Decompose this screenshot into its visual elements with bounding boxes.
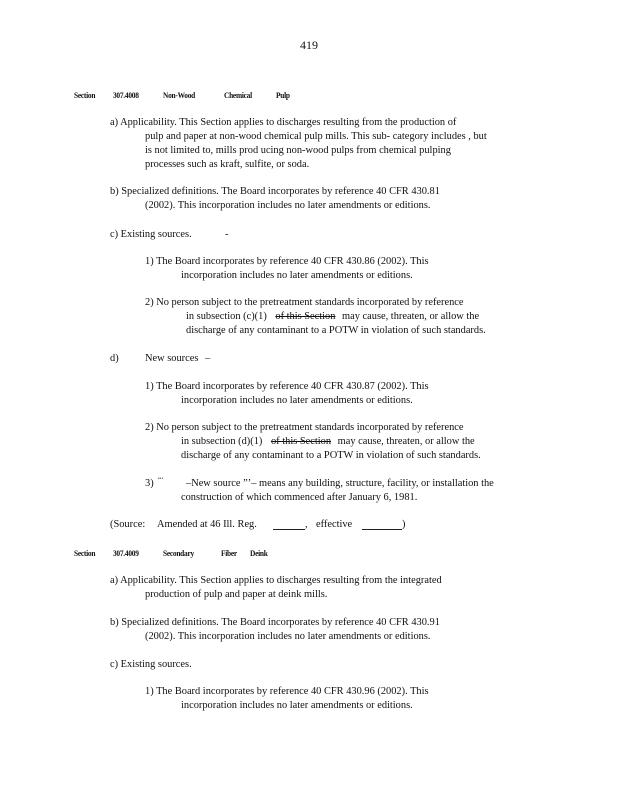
text-line: (2002). This incorporation includes no later amendments or editions. bbox=[145, 200, 431, 211]
text-line-with-strike bbox=[181, 436, 475, 447]
section-label: Section bbox=[74, 548, 96, 558]
item-number: 3) bbox=[145, 478, 154, 489]
subsection-label: d) bbox=[110, 353, 119, 364]
text-fragment: in subsection (d)(1) bbox=[181, 436, 263, 447]
text-line: b) Specialized definitions. The Board incorporates by reference 40 CFR 430.91 bbox=[110, 617, 440, 628]
subsection-label: c) Existing sources. bbox=[110, 229, 192, 240]
source-label: (Source: bbox=[110, 519, 146, 530]
source-close: ) bbox=[402, 519, 406, 530]
text-line: a) Applicability. This Section applies to discharges resulting from the integrated bbox=[110, 575, 442, 586]
section-title-word: Secondary bbox=[163, 548, 194, 558]
dash-mark: - bbox=[225, 229, 229, 240]
section-label: Section bbox=[74, 90, 96, 100]
page-number: 419 bbox=[300, 38, 318, 52]
source-amended: Amended at 46 Ill. Reg. bbox=[157, 519, 257, 530]
quote-marks: “‘ bbox=[158, 476, 164, 484]
text-line-with-strike bbox=[186, 311, 479, 322]
text-line: incorporation includes no later amendments or editions. bbox=[181, 700, 413, 711]
text-line: 1) The Board incorporates by reference 40 CFR 430.87 (2002). This bbox=[145, 381, 429, 392]
text-fragment: in subsection (c)(1) bbox=[186, 311, 267, 322]
text-line: 1) The Board incorporates by reference 40 CFR 430.86 (2002). This bbox=[145, 256, 429, 267]
section-title-word: Fiber bbox=[221, 548, 237, 558]
source-comma: , bbox=[305, 519, 308, 530]
text-line: 1) The Board incorporates by reference 40 CFR 430.96 (2002). This bbox=[145, 686, 429, 697]
text-line: is not limited to, mills prod ucing non-wood pulps from chemical pulping bbox=[145, 145, 451, 156]
section-title-word: Deink bbox=[250, 548, 268, 558]
text-line: construction of which commenced after January 6, 1981. bbox=[181, 492, 418, 503]
text-line: processes such as kraft, sulfite, or soda. bbox=[145, 159, 310, 170]
text-line: 2) No person subject to the pretreatment standards incorporated by reference bbox=[145, 422, 464, 433]
blank-underline bbox=[362, 529, 402, 530]
text-line: production of pulp and paper at deink mills. bbox=[145, 589, 328, 600]
dash-mark: – bbox=[205, 353, 211, 364]
text-line: 2) No person subject to the pretreatment standards incorporated by reference bbox=[145, 297, 464, 308]
struck-text: of this Section bbox=[275, 311, 336, 322]
text-line: b) Specialized definitions. The Board incorporates by reference 40 CFR 430.81 bbox=[110, 186, 440, 197]
text-line: incorporation includes no later amendments or editions. bbox=[181, 395, 413, 406]
text-line: discharge of any contaminant to a POTW in violation of such standards. bbox=[186, 325, 486, 336]
subsection-title: New sources bbox=[145, 353, 199, 364]
text-line: a) Applicability. This Section applies to discharges resulting from the production of bbox=[110, 117, 457, 128]
section-title-word: Non-Wood bbox=[163, 90, 196, 100]
section-number: 307.4008 bbox=[113, 90, 139, 100]
text-line: discharge of any contaminant to a POTW in violation of such standards. bbox=[181, 450, 481, 461]
text-fragment: may cause, threaten, or allow the bbox=[342, 311, 480, 322]
struck-text: of this Section bbox=[270, 436, 332, 447]
text-line: (2002). This incorporation includes no later amendments or editions. bbox=[145, 631, 431, 642]
section-title-word: Chemical bbox=[224, 90, 252, 100]
text-line: –New source ”’– means any building, structure, facility, or installation the bbox=[186, 478, 494, 489]
text-line: pulp and paper at non-wood chemical pulp mills. This sub- category includes , but bbox=[145, 131, 487, 142]
text-fragment: may cause, threaten, or allow the bbox=[337, 436, 475, 447]
blank-underline bbox=[273, 529, 305, 530]
subsection-label: c) Existing sources. bbox=[110, 659, 192, 670]
section-number: 307.4009 bbox=[113, 548, 139, 558]
source-effective: effective bbox=[316, 519, 353, 530]
text-line: incorporation includes no later amendments or editions. bbox=[181, 270, 413, 281]
section-title-word: Pulp bbox=[276, 90, 290, 100]
